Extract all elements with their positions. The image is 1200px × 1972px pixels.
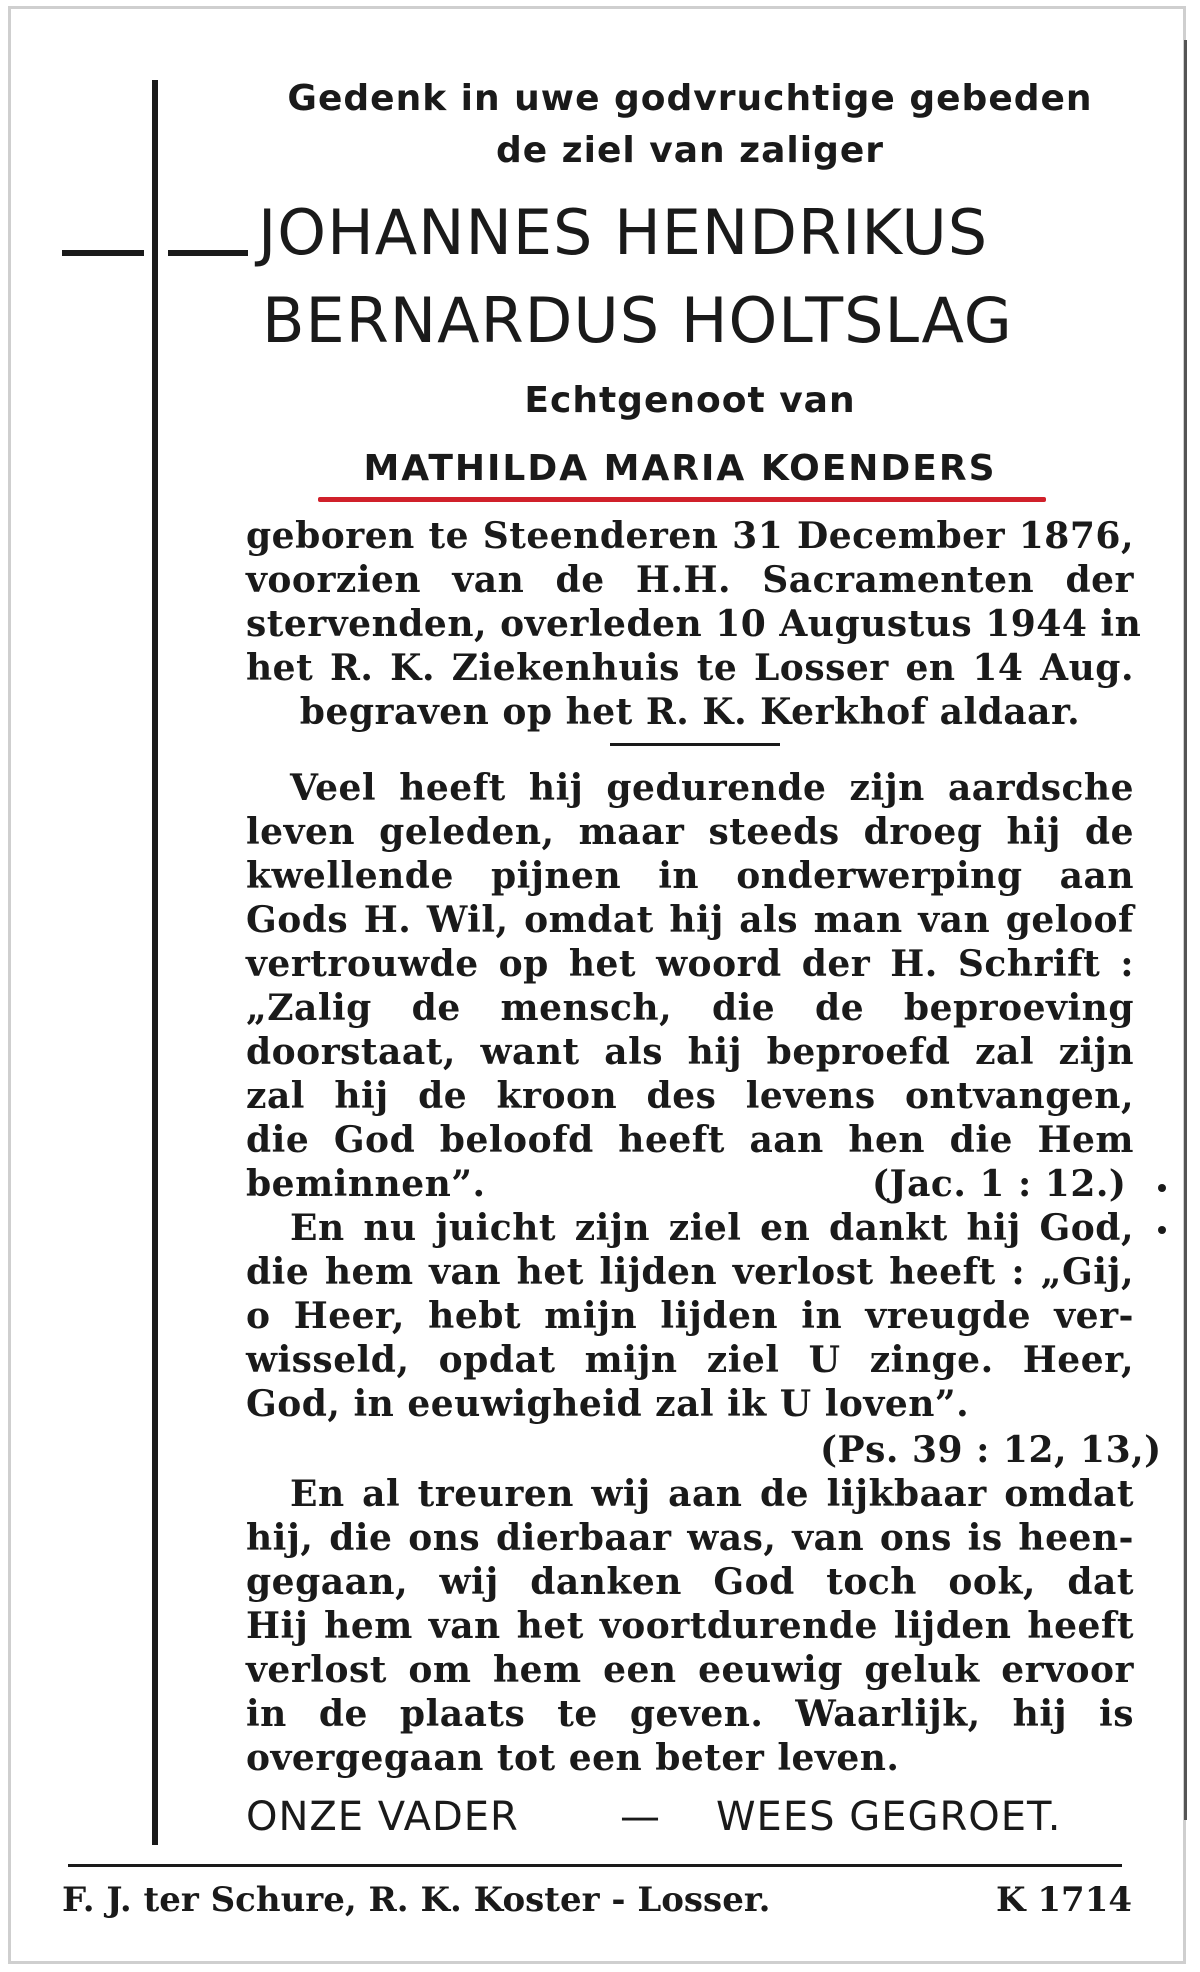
citation-jacobus: (Jac. 1 : 12.) — [872, 1163, 1127, 1205]
bio-line: begraven op het R. K. Kerkhof aldaar. — [299, 691, 1081, 733]
paragraph2-line: En nu juicht zijn ziel en dankt hij God, — [290, 1207, 1134, 1249]
citation-psalm: (Ps. 39 : 12, 13,) — [820, 1429, 1162, 1471]
cross-vertical-bar — [152, 80, 158, 1845]
paragraph1-line: Gods H. Wil, omdat hij als man van geloof — [246, 899, 1134, 941]
spouse-name: MATHILDA MARIA KOENDERS — [363, 448, 997, 489]
header-line-2: de ziel van zaliger — [495, 130, 885, 171]
paragraph1-line: doorstaat, want als hij beproefd zal zijn — [246, 1031, 1134, 1073]
bio-line: het R. K. Ziekenhuis te Losser en 14 Aug. — [246, 647, 1134, 689]
bio-line: voorzien van de H.H. Sacramenten der — [246, 559, 1134, 601]
cross-horizontal-bar-right — [168, 250, 248, 256]
paragraph1-line: Veel heeft hij gedurende zijn aardsche — [290, 767, 1134, 809]
paragraph3-line: verlost om hem een eeuwig geluk ervoor — [246, 1649, 1134, 1691]
bio-line: geboren te Steenderen 31 December 1876, — [246, 515, 1134, 557]
paragraph3-line: Hij hem van het voortdurende lijden heeft — [246, 1605, 1134, 1647]
paragraph1-line: kwellende pijnen in onderwerping aan — [246, 855, 1134, 897]
paragraph2-line: o Heer, hebt mijn lijden in vreugde ver- — [246, 1295, 1134, 1337]
spouse-label: Echtgenoot van — [524, 380, 856, 421]
header-line-1: Gedenk in uwe godvruchtige gebeden — [287, 78, 1093, 119]
cross-horizontal-bar-left — [62, 250, 144, 256]
footer-rule — [68, 1864, 1122, 1867]
card-edge-shadow — [1184, 40, 1187, 1820]
spouse-name-underline — [318, 497, 1046, 502]
printer-credit: F. J. ter Schure, R. K. Koster - Losser. — [62, 1880, 771, 1920]
paragraph1-line: „Zalig de mensch, die de beproeving — [246, 987, 1134, 1029]
card-code: K 1714 — [996, 1880, 1133, 1920]
paragraph1-line: die God beloofd heeft aan hen die Hem — [246, 1119, 1134, 1161]
deceased-name-line-2: BERNARDUS HOLTSLAG — [262, 284, 1013, 357]
prayer-wees-gegroet: WEES GEGROET. — [716, 1794, 1062, 1840]
paragraph1-line: zal hij de kroon des levens ontvangen, — [246, 1075, 1134, 1117]
margin-dot — [1158, 1226, 1166, 1234]
paragraph1-line: vertrouwde op het woord der H. Schrift : — [246, 943, 1134, 985]
paragraph3-line: in de plaats te geven. Waarlijk, hij is — [246, 1693, 1134, 1735]
paragraph2-line: wisseld, opdat mijn ziel U zinge. Heer, — [246, 1339, 1134, 1381]
paragraph1-last-line: beminnen”. — [246, 1163, 486, 1205]
section-separator — [610, 743, 780, 746]
deceased-name-line-1: JOHANNES HENDRIKUS — [258, 196, 989, 269]
paragraph1-line: leven geleden, maar steeds droeg hij de — [246, 811, 1134, 853]
paragraph3-line: En al treuren wij aan de lijkbaar omdat — [290, 1473, 1134, 1515]
prayer-onze-vader: ONZE VADER — [246, 1794, 519, 1840]
prayer-dash: — — [620, 1794, 661, 1840]
paragraph3-last-line: overgegaan tot een beter leven. — [246, 1737, 900, 1779]
paragraph2-last-line: God, in eeuwigheid zal ik U loven”. — [246, 1383, 970, 1425]
margin-dot — [1158, 1184, 1166, 1192]
paragraph2-line: die hem van het lijden verlost heeft : „Gij, — [246, 1251, 1134, 1293]
paragraph3-line: gegaan, wij danken God toch ook, dat — [246, 1561, 1134, 1603]
bio-line: stervenden, overleden 10 Augustus 1944 in — [246, 603, 1142, 645]
paragraph3-line: hij, die ons dierbaar was, van ons is heen- — [246, 1517, 1134, 1559]
